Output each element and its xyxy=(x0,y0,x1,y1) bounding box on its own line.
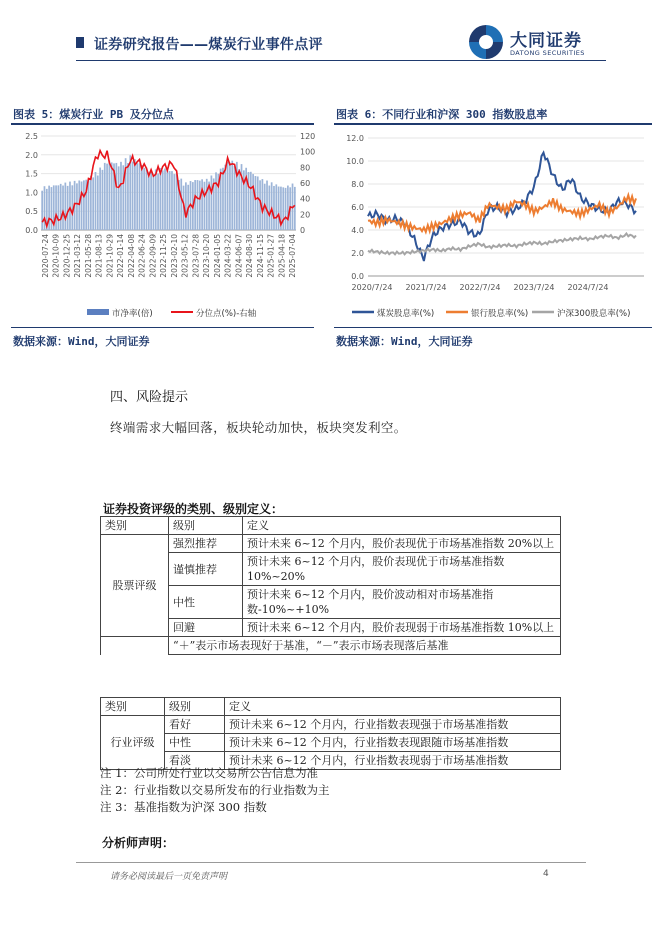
pb-bar xyxy=(171,171,173,230)
pb-bar xyxy=(44,186,46,230)
legend-label-pb: 市净率(倍) xyxy=(112,309,153,319)
table-row xyxy=(101,619,561,637)
table-row xyxy=(101,716,561,734)
x-tick-label: 2024-03-22 xyxy=(223,234,233,278)
table-row xyxy=(101,535,561,553)
y-tick-label: 0.0 xyxy=(351,272,364,281)
x-tick-label: 2022-01-14 xyxy=(116,234,126,278)
note-3: 注 3：基准指数为沪深 300 指数 xyxy=(100,800,267,814)
pb-bar xyxy=(115,163,117,230)
pb-bar xyxy=(266,181,268,230)
x-tick-label: 2024/7/24 xyxy=(567,283,609,292)
x-tick-label: 2025-01-27 xyxy=(266,234,276,278)
logo-mark-icon xyxy=(466,22,506,62)
legend-swatch-pb xyxy=(87,309,109,315)
pb-bar xyxy=(136,163,138,230)
pb-bar xyxy=(67,186,69,230)
x-tick-label: 2022/7/24 xyxy=(459,283,501,292)
pb-bar xyxy=(129,155,131,230)
pb-bar xyxy=(211,175,213,230)
pb-bar xyxy=(278,187,280,230)
header-cell: 类别 xyxy=(101,517,169,535)
legend-label: 银行股息率(%) xyxy=(471,309,529,319)
header-divider xyxy=(76,60,606,61)
x-tick-label: 2023-07-28 xyxy=(191,234,201,278)
pb-bar xyxy=(153,175,155,230)
pb-bar xyxy=(287,186,289,230)
figure6-caption-rule xyxy=(334,123,652,125)
definition-cell: 预计未来 6~12 个月内，行业指数表现强于市场基准指数 xyxy=(225,716,561,734)
pb-bar xyxy=(238,169,240,230)
pb-bar xyxy=(166,171,168,230)
pb-bar xyxy=(273,186,275,230)
analyst-statement-title: 分析师声明： xyxy=(102,836,175,850)
pb-bar xyxy=(120,162,122,230)
y-tick-label: 8.0 xyxy=(351,180,364,189)
y-left-tick-label: 0.5 xyxy=(25,207,38,217)
pb-bar xyxy=(224,165,226,230)
pb-bar xyxy=(81,181,83,230)
pb-bar xyxy=(164,168,166,230)
level-cell: 看淡 xyxy=(165,752,225,770)
legend-label-percentile: 分位点(%)-右轴 xyxy=(196,309,257,319)
pb-bar xyxy=(58,185,60,230)
pb-bar xyxy=(134,159,136,230)
pb-bar xyxy=(275,184,277,230)
figure6-bottom-rule xyxy=(334,327,652,328)
pb-bar xyxy=(185,182,187,230)
x-tick-label: 2023-05-12 xyxy=(180,234,190,278)
pb-bar xyxy=(51,187,53,230)
pb-bar xyxy=(271,182,273,230)
x-tick-label: 2020-07-24 xyxy=(41,234,50,278)
pb-bar xyxy=(204,182,206,230)
level-cell: 强烈推荐 xyxy=(169,535,243,553)
dividend-yield-chart xyxy=(334,126,652,326)
y-right-tick-label: 80 xyxy=(300,163,311,173)
pb-bar xyxy=(206,179,208,230)
y-tick-label: 12.0 xyxy=(346,134,364,143)
page-header xyxy=(0,0,662,62)
pb-bar xyxy=(111,162,113,230)
y-left-tick-label: 2.5 xyxy=(25,132,38,141)
pb-bar xyxy=(222,168,224,230)
section-title: 四、风险提示 xyxy=(110,390,189,405)
x-tick-label: 2024-11-15 xyxy=(255,233,265,278)
header-cell: 定义 xyxy=(243,517,561,535)
pb-bar xyxy=(132,162,134,230)
table-row xyxy=(101,734,561,752)
pb-bar xyxy=(148,172,150,230)
x-tick-label: 2021/7/24 xyxy=(405,283,447,292)
pb-bar xyxy=(143,168,145,230)
figure6-source: 数据来源：Wind，大同证券 xyxy=(336,335,473,348)
pb-bar xyxy=(257,176,259,230)
figure5-caption: 图表 5：煤炭行业 PB 及分位点 xyxy=(13,108,174,121)
pb-bar xyxy=(294,187,296,230)
report-title: 证券研究报告——煤炭行业事件点评 xyxy=(94,37,323,53)
pb-bar xyxy=(76,183,78,230)
pb-bar xyxy=(64,183,66,230)
footer-divider xyxy=(76,862,586,863)
x-tick-label: 2021-03-12 xyxy=(73,234,83,278)
risk-text: 终端需求大幅回落，板块轮动加快，板块突发利空。 xyxy=(110,420,407,435)
header-cell: 类别 xyxy=(101,698,165,716)
rating-definition-title: 证券投资评级的类别、级别定义： xyxy=(103,502,284,516)
x-tick-label: 2021-10-29 xyxy=(105,234,115,278)
pb-bar xyxy=(99,168,101,230)
industry-rating-table xyxy=(100,697,561,770)
pb-bar xyxy=(255,176,257,230)
legend-label: 煤炭股息率(%) xyxy=(377,309,435,319)
logo-text-en: DATONG SECURITIES xyxy=(510,49,585,57)
footer-disclaimer: 请务必阅读最后一页免责声明 xyxy=(110,872,228,882)
pb-bar xyxy=(150,170,152,230)
x-tick-label: 2022-04-08 xyxy=(126,234,136,278)
pb-bar xyxy=(194,180,196,230)
y-tick-label: 10.0 xyxy=(346,157,364,166)
y-tick-label: 6.0 xyxy=(351,203,364,212)
pb-bar xyxy=(231,161,233,230)
header-cell: 级别 xyxy=(165,698,225,716)
x-tick-label: 2022-11-25 xyxy=(159,234,169,278)
y-right-tick-label: 20 xyxy=(300,210,311,220)
level-cell: 看好 xyxy=(165,716,225,734)
pb-bar xyxy=(201,179,203,230)
x-tick-label: 2020-12-25 xyxy=(62,234,72,278)
x-tick-label: 2024-08-30 xyxy=(245,233,255,278)
table-row xyxy=(101,586,561,619)
y-left-tick-label: 1.0 xyxy=(25,188,38,198)
table-header-row xyxy=(101,698,561,716)
x-tick-label: 2020-10-09 xyxy=(51,234,61,278)
header-marker xyxy=(76,37,84,48)
pb-bar xyxy=(95,172,97,230)
pb-bar xyxy=(97,175,99,230)
pb-bar xyxy=(62,186,64,230)
pb-bar xyxy=(282,187,284,230)
pb-bar xyxy=(109,161,111,230)
page-number: 4 xyxy=(543,869,549,879)
pb-bar xyxy=(197,180,199,230)
pb-bar xyxy=(90,176,92,230)
pb-bar xyxy=(250,172,252,230)
pb-bar xyxy=(262,179,264,230)
pb-bar xyxy=(234,166,236,230)
y-tick-label: 2.0 xyxy=(351,249,364,258)
pb-bar xyxy=(199,181,201,230)
y-left-tick-label: 1.5 xyxy=(25,169,38,179)
pb-bar xyxy=(139,163,141,230)
x-tick-label: 2024-06-07 xyxy=(234,234,244,278)
x-tick-label: 2022-06-24 xyxy=(137,234,147,278)
level-cell: 谨慎推荐 xyxy=(169,553,243,586)
pb-bar xyxy=(155,169,157,230)
pb-percentile-chart xyxy=(11,126,316,326)
pb-bar xyxy=(169,171,171,230)
pb-bar xyxy=(88,179,90,230)
level-cell: 回避 xyxy=(169,619,243,637)
pb-bar xyxy=(55,185,57,230)
figure5-bottom-rule xyxy=(11,327,314,328)
pb-bar xyxy=(118,166,120,230)
x-tick-label: 2023-02-10 xyxy=(169,234,179,278)
x-tick-label: 2023/7/24 xyxy=(513,283,555,292)
pb-bar xyxy=(69,182,71,230)
y-right-tick-label: 0 xyxy=(300,226,306,235)
pb-bar xyxy=(285,188,287,230)
definition-cell: 预计未来 6~12 个月内，行业指数表现弱于市场基准指数 xyxy=(225,752,561,770)
note-cell: “＋”表示市场表现好于基准，“－”表示市场表现落后基准 xyxy=(169,637,561,655)
pb-bar xyxy=(157,173,159,230)
pb-bar xyxy=(173,174,175,230)
pb-bar xyxy=(268,186,270,230)
x-tick-label: 2021-08-13 xyxy=(94,234,104,278)
pb-bar xyxy=(41,191,43,230)
series-line xyxy=(368,195,636,232)
figure5-caption-rule xyxy=(11,123,314,125)
note-2: 注 2：行业指数以交易所发布的行业指数为主 xyxy=(100,783,330,797)
y-tick-label: 4.0 xyxy=(351,226,364,235)
pb-bar xyxy=(104,163,106,230)
pb-bar xyxy=(215,172,217,230)
x-tick-label: 2025-04-18 xyxy=(277,234,287,278)
pb-bar xyxy=(83,180,85,230)
x-tick-label: 2023-10-20 xyxy=(202,234,212,278)
stock-rating-table xyxy=(100,516,561,655)
series-line xyxy=(368,234,636,255)
y-right-tick-label: 120 xyxy=(300,132,316,141)
level-cell: 中性 xyxy=(165,734,225,752)
pb-bar xyxy=(180,179,182,230)
pb-bar xyxy=(176,174,178,230)
pb-bar xyxy=(102,170,104,230)
pb-bar xyxy=(106,164,108,230)
pb-bar xyxy=(229,163,231,230)
figure5-source: 数据来源：Wind，大同证券 xyxy=(13,335,150,348)
y-right-tick-label: 60 xyxy=(300,179,311,188)
pb-bar xyxy=(60,184,62,230)
pb-bar xyxy=(146,167,148,230)
definition-cell: 预计未来 6~12 个月内，股价波动相对市场基准指数-10%~+10% xyxy=(243,586,561,619)
level-cell: 中性 xyxy=(169,586,243,619)
logo-text-cn: 大同证券 xyxy=(510,31,582,51)
note-1: 注 1：公司所处行业以交易所公告信息为准 xyxy=(100,766,318,780)
header-cell: 级别 xyxy=(169,517,243,535)
category-cell: 股票评级 xyxy=(101,535,169,637)
definition-cell: 预计未来 6~12 个月内，行业指数表现跟随市场基准指数 xyxy=(225,734,561,752)
pb-bar xyxy=(48,186,50,230)
pb-bar xyxy=(162,170,164,230)
table-note-row xyxy=(101,637,561,655)
pb-bar xyxy=(227,162,229,230)
pb-bar xyxy=(127,163,129,230)
pb-bar xyxy=(252,174,254,230)
x-tick-label: 2020/7/24 xyxy=(351,283,393,292)
definition-cell: 预计未来 6~12 个月内，股价表现弱于市场基准指数 10%以上 xyxy=(243,619,561,637)
pb-bar xyxy=(248,172,250,230)
y-left-tick-label: 2.0 xyxy=(25,150,38,160)
header-cell: 定义 xyxy=(225,698,561,716)
x-tick-label: 2025-07-04 xyxy=(288,234,297,278)
table-row xyxy=(101,553,561,586)
definition-cell: 预计未来 6~12 个月内，股价表现优于市场基准指数 20%以上 xyxy=(243,535,561,553)
company-logo xyxy=(466,22,606,62)
y-right-tick-label: 100 xyxy=(300,147,316,157)
legend-label: 沪深300股息率(%) xyxy=(557,309,631,319)
definition-cell: 预计未来 6~12 个月内，股价表现优于市场基准指数 10%~20% xyxy=(243,553,561,586)
y-left-tick-label: 0.0 xyxy=(25,226,38,235)
y-right-tick-label: 40 xyxy=(300,194,311,204)
pb-bar xyxy=(141,165,143,230)
figure6-caption: 图表 6：不同行业和沪深 300 指数股息率 xyxy=(336,108,548,121)
category-cell: 行业评级 xyxy=(101,716,165,770)
pb-bar xyxy=(92,177,94,230)
x-tick-label: 2024-01-05 xyxy=(212,234,222,278)
pb-bar xyxy=(160,168,162,230)
table-header-row xyxy=(101,517,561,535)
x-tick-label: 2022-09-09 xyxy=(148,234,158,278)
x-tick-label: 2021-05-28 xyxy=(83,234,93,278)
